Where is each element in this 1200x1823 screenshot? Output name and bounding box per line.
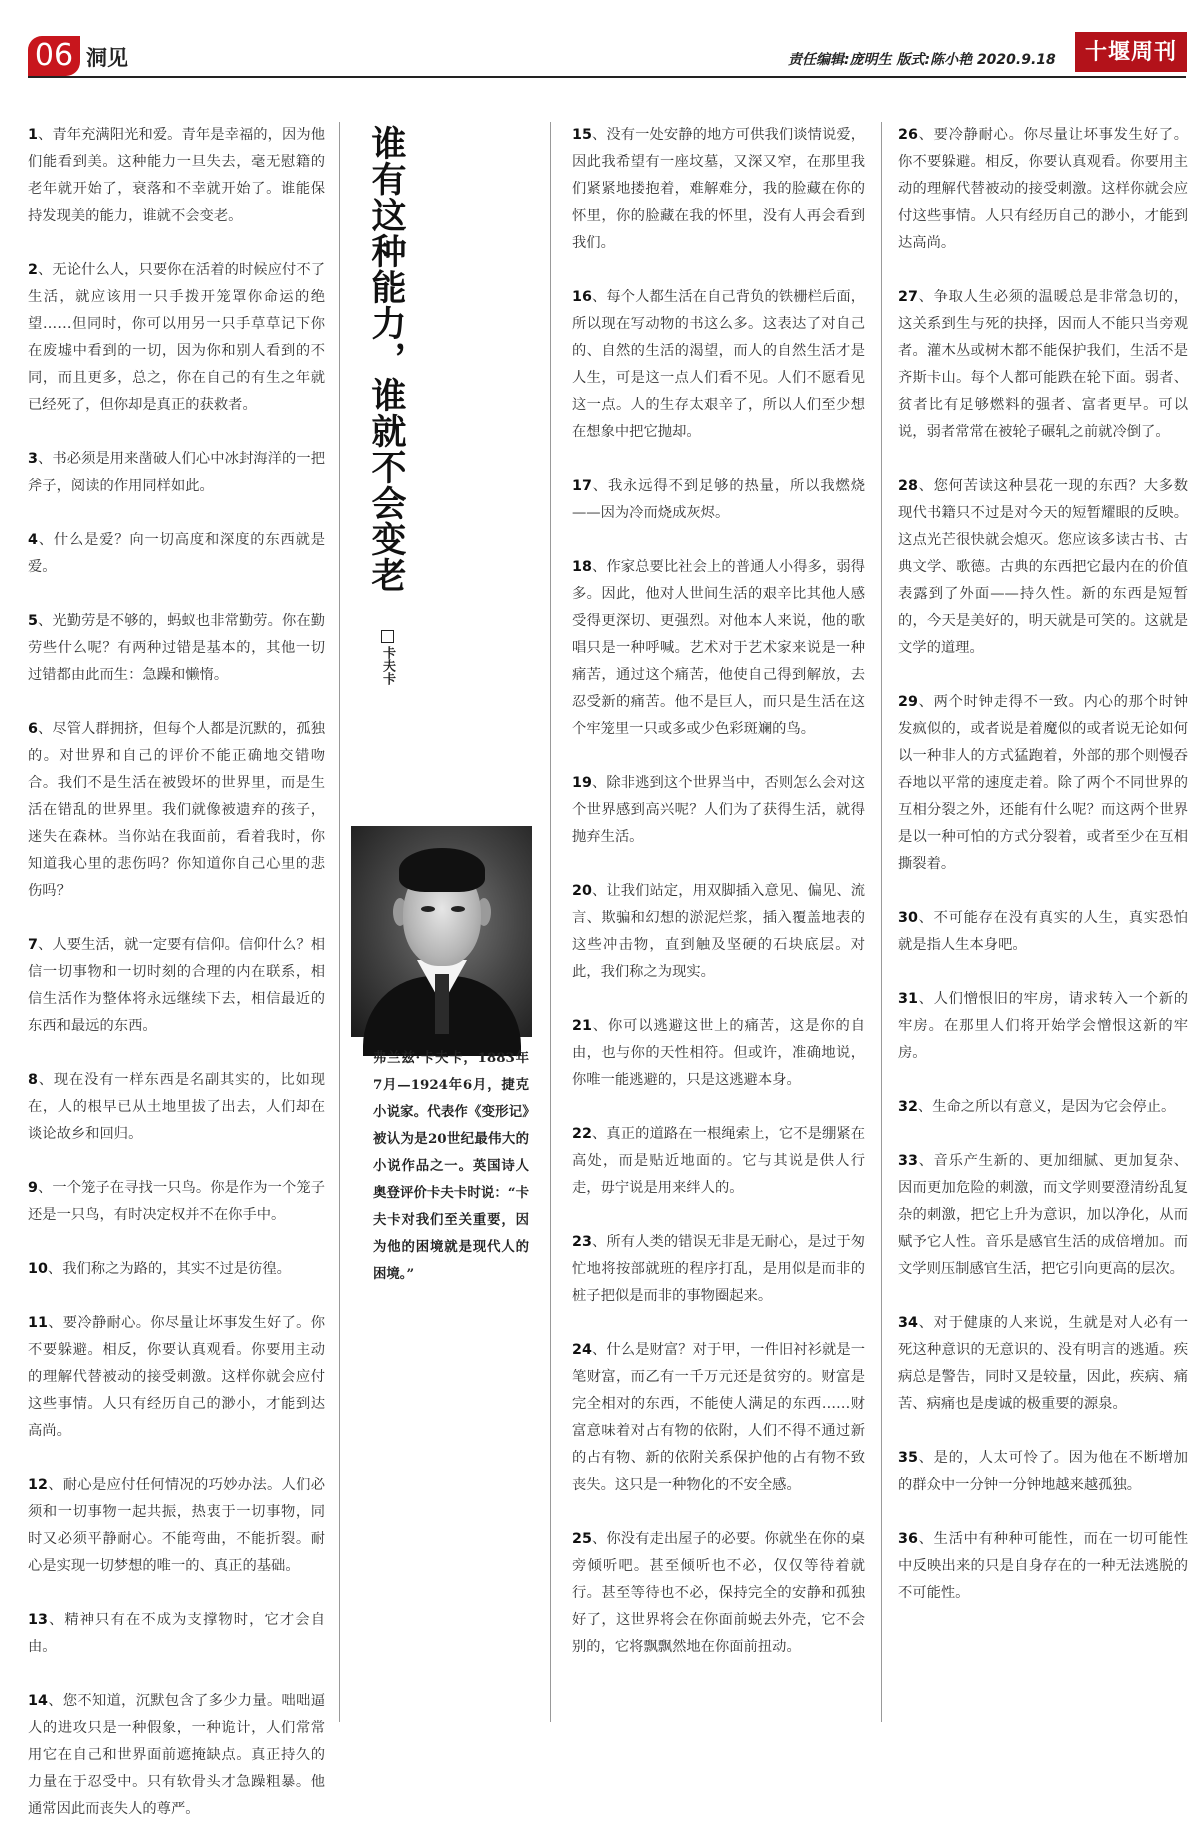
quote-number: 15 xyxy=(572,127,592,143)
column-divider xyxy=(881,122,882,1722)
quote-paragraph xyxy=(28,716,325,905)
quote-paragraph xyxy=(572,473,865,527)
quote-text: 、人要生活，就一定要有信仰。信仰什么？相信一切事物和一切时刻的合理的内在联系，相信生活作为整体将永远继续下去，相信最近的东西和最远的东西。 xyxy=(28,937,325,1034)
quote-paragraph xyxy=(898,689,1188,878)
quote-text: 、生活中有种种可能性，而在一切可能性中反映出来的只是自身存在的一种无法逃脱的不可能性。 xyxy=(898,1531,1188,1601)
quote-number: 21 xyxy=(572,1018,592,1034)
quote-paragraph xyxy=(28,1067,325,1148)
quote-paragraph xyxy=(572,1229,865,1310)
quote-number: 33 xyxy=(898,1153,918,1169)
quote-text: 、让我们站定，用双脚插入意见、偏见、流言、欺骗和幻想的淤泥烂浆，插入覆盖地表的这些冲击物，直到触及坚硬的石块底层。对此，我们称之为现实。 xyxy=(572,883,865,980)
quote-number: 12 xyxy=(28,1477,48,1493)
quote-text: 、每个人都生活在自己背负的铁栅栏后面，所以现在写动物的书这么多。这表达了对自己的、自然的生活的渴望，而人的自然生活才是人生，可是这一点人们看不见。人们不愿看见这一点。人的生存太艰辛了，所以人们至少想在想象中把它抛却。 xyxy=(572,289,865,440)
quote-number: 8 xyxy=(28,1072,38,1088)
quote-number: 19 xyxy=(572,775,592,791)
quote-number: 4 xyxy=(28,532,38,548)
quote-paragraph xyxy=(28,122,325,230)
quote-text: 、耐心是应付任何情况的巧妙办法。人们必须和一切事物一起共振，热衷于一切事物，同时又必须平静耐心。不能弯曲，不能折裂。耐心是实现一切梦想的唯一的、真正的基础。 xyxy=(28,1477,325,1574)
quote-text: 、尽管人群拥挤，但每个人都是沉默的，孤独的。对世界和自己的评价不能正确地交错吻合。我们不是生活在被毁坏的世界里，而是生活在错乱的世界里。我们就像被遗弃的孩子，迷失在森林。当你站在我面前，看着我时，你知道我心里的悲伤吗？你知道你自己心里的悲伤吗？ xyxy=(28,721,325,899)
editor-credits: 责任编辑:庞明生 版式:陈小艳 2020.9.18 xyxy=(788,52,1056,68)
column-divider xyxy=(339,122,340,1722)
quote-paragraph xyxy=(898,1310,1188,1418)
quote-paragraph xyxy=(898,986,1188,1067)
quote-paragraph xyxy=(572,284,865,446)
quote-number: 23 xyxy=(572,1234,592,1250)
quote-number: 14 xyxy=(28,1693,48,1709)
quote-text: 、精神只有在不成为支撑物时，它才会自由。 xyxy=(28,1612,325,1655)
quote-text: 、什么是财富？对于甲，一件旧衬衫就是一笔财富，而乙有一千万元还是贫穷的。财富是完全相对的东西，不能使人满足的东西……财富意味着对占有物的依附，人们不得不通过新的占有物、新的依附关系保护他的占有物不致丧失。这只是一种物化的不安全感。 xyxy=(572,1342,865,1493)
author-portrait-photo xyxy=(351,826,532,1037)
quote-text: 、一个笼子在寻找一只鸟。你是作为一个笼子还是一只鸟，有时决定权并不在你手中。 xyxy=(28,1180,325,1223)
quote-text: 、无论什么人，只要你在活着的时候应付不了生活，就应该用一只手拨开笼罩你命运的绝望……但同时，你可以用另一只手草草记下你在废墟中看到的一切，因为你和别人看到的不同，而且更多，总之，你在自己的有生之年就已经死了，但你却是真正的获救者。 xyxy=(28,262,325,413)
quote-text: 、生命之所以有意义，是因为它会停止。 xyxy=(917,1099,1176,1115)
quote-text: 、您何苦读这种昙花一现的东西？大多数现代书籍只不过是对今天的短暂耀眼的反映。这点光芒很快就会熄灭。您应该多读古书、古典文学、歌德。古典的东西把它最内在的价值表露到了外面——持久性。新的东西是短暂的，今天是美好的，明天就是可笑的。这就是文学的道理。 xyxy=(898,478,1188,656)
quote-paragraph xyxy=(898,1148,1188,1283)
quote-number: 5 xyxy=(28,613,38,629)
quote-paragraph xyxy=(28,932,325,1040)
quote-text: 、青年充满阳光和爱。青年是幸福的，因为他们能看到美。这种能力一旦失去，毫无慰籍的老年就开始了，衰落和不幸就开始了。谁能保持发现美的能力，谁就不会变老。 xyxy=(28,127,325,224)
quote-paragraph xyxy=(28,1472,325,1580)
photo-caption: 弗兰兹·卡夫卡，1883年7月—1924年6月，捷克小说家。代表作《变形记》被认为是20世纪最伟大的小说作品之一。英国诗人奥登评价卡夫卡时说：“卡夫卡对我们至关重要，因为他的困境就是现代人的困境。” xyxy=(373,1050,529,1282)
section-name: 洞见 xyxy=(86,46,128,70)
quote-paragraph xyxy=(572,770,865,851)
quote-number: 9 xyxy=(28,1180,38,1196)
quote-number: 1 xyxy=(28,127,38,143)
header-rule xyxy=(28,76,1186,78)
quote-text: 、作家总要比社会上的普通人小得多，弱得多。因此，他对人世间生活的艰辛比其他人感受得更深切、更强烈。对他本人来说，他的歌唱只是一种呼喊。艺术对于艺术家来说是一种痛苦，通过这个痛苦，他使自己得到解放，去忍受新的痛苦。他不是巨人，而只是生活在这个牢笼里一只或多或少色彩斑斓的鸟。 xyxy=(572,559,865,737)
quote-number: 26 xyxy=(898,127,918,143)
quote-text: 、真正的道路在一根绳索上，它不是绷紧在高处，而是贴近地面的。它与其说是供人行走，毋宁说是用来绊人的。 xyxy=(572,1126,865,1196)
quote-text: 、要冷静耐心。你尽量让坏事发生好了。你不要躲避。相反，你要认真观看。你要用主动的理解代替被动的接受刺激。这样你就会应付这些事情。人只有经历自己的渺小，才能到达高尚。 xyxy=(28,1315,325,1439)
quote-paragraph xyxy=(898,122,1188,257)
quote-paragraph xyxy=(572,554,865,743)
page-number: 06 xyxy=(28,36,80,76)
quote-number: 13 xyxy=(28,1612,48,1628)
quote-number: 2 xyxy=(28,262,38,278)
column-divider xyxy=(550,122,551,1722)
quote-number: 18 xyxy=(572,559,592,575)
byline-box-icon xyxy=(381,630,394,643)
quote-number: 16 xyxy=(572,289,592,305)
byline-author: 卡夫卡 xyxy=(380,646,395,685)
newspaper-masthead: 十堰周刊 xyxy=(1075,32,1187,72)
quote-number: 17 xyxy=(572,478,592,494)
quote-paragraph xyxy=(28,1310,325,1445)
article-column-3 xyxy=(898,122,1188,1722)
quote-number: 25 xyxy=(572,1531,592,1547)
page-header xyxy=(0,0,1200,80)
quote-number: 27 xyxy=(898,289,918,305)
quote-paragraph xyxy=(28,257,325,419)
quote-number: 11 xyxy=(28,1315,48,1331)
quote-text: 、你没有走出屋子的必要。你就坐在你的桌旁倾听吧。甚至倾听也不必，仅仅等待着就行。甚至等待也不必，保持完全的安静和孤独好了，这世界将会在你面前蜕去外壳，它不会别的，它将飘飘然地在你面前扭动。 xyxy=(572,1531,865,1655)
quote-paragraph xyxy=(28,1607,325,1661)
quote-paragraph xyxy=(28,1256,325,1283)
quote-number: 35 xyxy=(898,1450,918,1466)
quote-paragraph xyxy=(572,1526,865,1661)
quote-number: 22 xyxy=(572,1126,592,1142)
article-byline xyxy=(373,630,397,685)
quote-text: 、没有一处安静的地方可供我们谈情说爱，因此我希望有一座坟墓，又深又窄，在那里我们紧紧地搂抱着，难解难分，我的脸藏在你的怀里，你的脸藏在我的怀里，没有人再会看到我们。 xyxy=(572,127,865,251)
quote-number: 29 xyxy=(898,694,918,710)
quote-paragraph xyxy=(28,608,325,689)
article-title: 谁有这种能力，谁就不会变老 xyxy=(366,125,407,593)
quote-text: 、你可以逃避这世上的痛苦，这是你的自由，也与你的天性相符。但或许，准确地说，你唯一能逃避的，只是这逃避本身。 xyxy=(572,1018,865,1088)
quote-number: 7 xyxy=(28,937,38,953)
quote-text: 、是的，人太可怜了。因为他在不断增加的群众中一分钟一分钟地越来越孤独。 xyxy=(898,1450,1188,1493)
quote-text: 、对于健康的人来说，生就是对人必有一死这种意识的无意识的、没有明言的逃遁。疾病总是警告，同时又是较量，因此，疾病、痛苦、病痛也是虔诚的极重要的源泉。 xyxy=(898,1315,1188,1412)
quote-text: 、人们憎恨旧的牢房，请求转入一个新的牢房。在那里人们将开始学会憎恨这新的牢房。 xyxy=(898,991,1188,1061)
quote-number: 3 xyxy=(28,451,38,467)
quote-paragraph xyxy=(28,527,325,581)
quote-paragraph xyxy=(572,122,865,257)
quote-number: 36 xyxy=(898,1531,918,1547)
quote-paragraph xyxy=(572,1121,865,1202)
quote-number: 24 xyxy=(572,1342,592,1358)
article-column-2 xyxy=(572,122,865,1722)
quote-paragraph xyxy=(572,878,865,986)
quote-number: 32 xyxy=(898,1099,918,1115)
quote-text: 、我永远得不到足够的热量，所以我燃烧——因为冷而烧成灰烬。 xyxy=(572,478,865,521)
quote-text: 、要冷静耐心。你尽量让坏事发生好了。你不要躲避。相反，你要认真观看。你要用主动的理解代替被动的接受刺激。这样你就会应付这些事情。人只有经历自己的渺小，才能到达高尚。 xyxy=(898,127,1188,251)
quote-number: 20 xyxy=(572,883,592,899)
quote-text: 、争取人生必须的温暖总是非常急切的，这关系到生与死的抉择，因而人不能只当旁观者。灌木丛或树木都不能保护我们，生活不是齐斯卡山。每个人都可能跌在轮下面。弱者、贫者比有足够燃料的强者、富者更早。可以说，弱者常常在被轮子碾轧之前就冷倒了。 xyxy=(898,289,1188,440)
quote-text: 、不可能存在没有真实的人生，真实恐怕就是指人生本身吧。 xyxy=(898,910,1188,953)
article-column-1 xyxy=(28,122,325,1817)
quote-paragraph xyxy=(898,284,1188,446)
quote-text: 、我们称之为路的，其实不过是彷徨。 xyxy=(47,1261,291,1277)
quote-paragraph xyxy=(898,905,1188,959)
quote-text: 、音乐产生新的、更加细腻、更加复杂、因而更加危险的刺激，而文学则要澄清纷乱复杂的刺激，把它上升为意识，加以净化，从而赋予它人性。音乐是感官生活的成倍增加。而文学则压制感官生活，把它引向更高的层次。 xyxy=(898,1153,1188,1277)
quote-text: 、您不知道，沉默包含了多少力量。咄咄逼人的进攻只是一种假象，一种诡计，人们常常用它在自己和世界面前遮掩缺点。真正持久的力量在于忍受中。只有软骨头才急躁粗暴。他通常因此而丧失人的尊严。 xyxy=(28,1693,325,1817)
quote-number: 34 xyxy=(898,1315,918,1331)
quote-number: 6 xyxy=(28,721,38,737)
quote-text: 、什么是爱？向一切高度和深度的东西就是爱。 xyxy=(28,532,325,575)
quote-paragraph xyxy=(572,1013,865,1094)
quote-paragraph xyxy=(28,1688,325,1823)
quote-paragraph xyxy=(898,1445,1188,1499)
quote-text: 、光勤劳是不够的，蚂蚁也非常勤劳。你在勤劳些什么呢？有两种过错是基本的，其他一切过错都由此而生：急躁和懒惰。 xyxy=(28,613,325,683)
quote-number: 28 xyxy=(898,478,918,494)
quote-number: 30 xyxy=(898,910,918,926)
quote-text: 、书必须是用来凿破人们心中冰封海洋的一把斧子，阅读的作用同样如此。 xyxy=(28,451,325,494)
quote-paragraph xyxy=(572,1337,865,1499)
quote-number: 31 xyxy=(898,991,918,1007)
quote-paragraph xyxy=(898,1094,1188,1121)
quote-paragraph xyxy=(28,1175,325,1229)
quote-number: 10 xyxy=(28,1261,48,1277)
quote-text: 、除非逃到这个世界当中，否则怎么会对这个世界感到高兴呢？人们为了获得生活，就得抛弃生活。 xyxy=(572,775,865,845)
quote-text: 、现在没有一样东西是名副其实的，比如现在，人的根早已从土地里拔了出去，人们却在谈论故乡和回归。 xyxy=(28,1072,325,1142)
quote-text: 、所有人类的错误无非是无耐心，是过于匆忙地将按部就班的程序打乱，是用似是而非的桩子把似是而非的事物圈起来。 xyxy=(572,1234,865,1304)
quote-paragraph xyxy=(898,1526,1188,1607)
quote-paragraph xyxy=(898,473,1188,662)
quote-text: 、两个时钟走得不一致。内心的那个时钟发疯似的，或者说是着魔似的或者说无论如何以一种非人的方式猛跑着，外部的那个则慢吞吞地以平常的速度走着。除了两个不同世界的互相分裂之外，还能有什么呢？而这两个世界是以一种可怕的方式分裂着，或者至少在互相撕裂着。 xyxy=(898,694,1188,872)
quote-paragraph xyxy=(28,446,325,500)
